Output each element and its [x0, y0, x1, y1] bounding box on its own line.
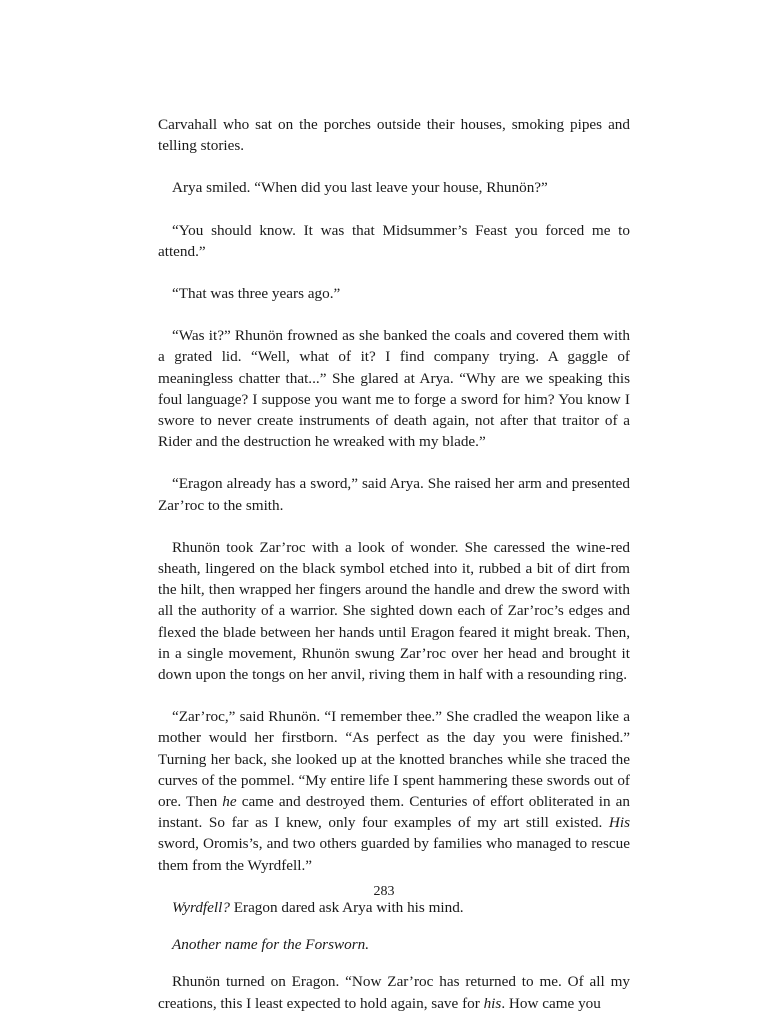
paragraph: [158, 934, 630, 955]
text-run: “Was it?” Rhunön frowned as she banked the coals and covered them with a grated lid. “Well, what of it? I find company trying. A gaggle of meaningless chatter that...” She glared at Arya. “Why are we speaking this foul language? I suppose you want me to forge a sword for him? You know I swore to never create instruments of death again, not after that traitor of a Rider and the destruction he wreaked with my blade.”: [158, 327, 630, 451]
text-run: Rhunön turned on Eragon. “Now Zar’roc has returned to me. Of all my creations, this I least expected to hold again, save for: [158, 973, 630, 1012]
text-run: . How came you: [501, 994, 601, 1012]
paragraph: [158, 283, 630, 304]
text-run: Carvahall who sat on the porches outside their houses, smoking pipes and telling stories.: [158, 116, 630, 155]
text-run: “That was three years ago.”: [172, 285, 341, 303]
paragraph: [158, 114, 630, 156]
italic-text-run: Wyrdfell?: [172, 898, 230, 916]
paragraph: [158, 473, 630, 515]
italic-text-run: he: [222, 793, 237, 811]
paragraph: [158, 706, 630, 876]
italic-text-run: Another name for the Forsworn.: [172, 936, 370, 954]
paragraph: [158, 177, 630, 198]
paragraph: [158, 220, 630, 262]
page-number: 283: [373, 884, 395, 899]
italic-text-run: His: [608, 814, 630, 832]
text-run: sword, Oromis’s, and two others guarded by families who managed to rescue them from the Wyrdfell.”: [158, 835, 630, 874]
text-run: “Zar’roc,” said Rhunön. “I remember thee.” She cradled the weapon like a mother would her firstborn. “As perfect as the day you were finished.” Turning her back, she looked up at the knotted branches while she traced the curves of the pommel. “My entire life I spent hammering these swords out of ore. Then: [158, 708, 630, 811]
paragraph: [158, 325, 630, 452]
paragraph: [158, 537, 630, 685]
italic-text-run: his: [483, 994, 502, 1012]
paragraph: [158, 897, 630, 918]
paragraph: [158, 971, 630, 1013]
text-run: “You should know. It was that Midsummer’s Feast you forced me to attend.”: [158, 221, 630, 260]
text-run: Arya smiled. “When did you last leave your house, Rhunön?”: [172, 179, 548, 197]
text-run: came and destroyed them. Centuries of effort obliterated in an instant. So far as I knew, only four examples of my art still existed.: [158, 793, 630, 832]
text-run: Eragon dared ask Arya with his mind.: [229, 898, 464, 916]
text-run: Rhunön took Zar’roc with a look of wonder. She caressed the wine-red sheath, lingered on the black symbol etched into it, rubbed a bit of dirt from the hilt, then wrapped her fingers around the handle and drew the sword with all the authority of a warrior. She sighted down each of Zar’roc’s edges and flexed the blade between her hands until Eragon feared it might break. Then, in a single movement, Rhunön swung Zar’roc over her head and brought it down upon the tongs on her anvil, riving them in half with a resounding ring.: [158, 538, 630, 684]
text-run: “Eragon already has a sword,” said Arya. She raised her arm and presented Zar’roc to the smith.: [158, 475, 630, 514]
